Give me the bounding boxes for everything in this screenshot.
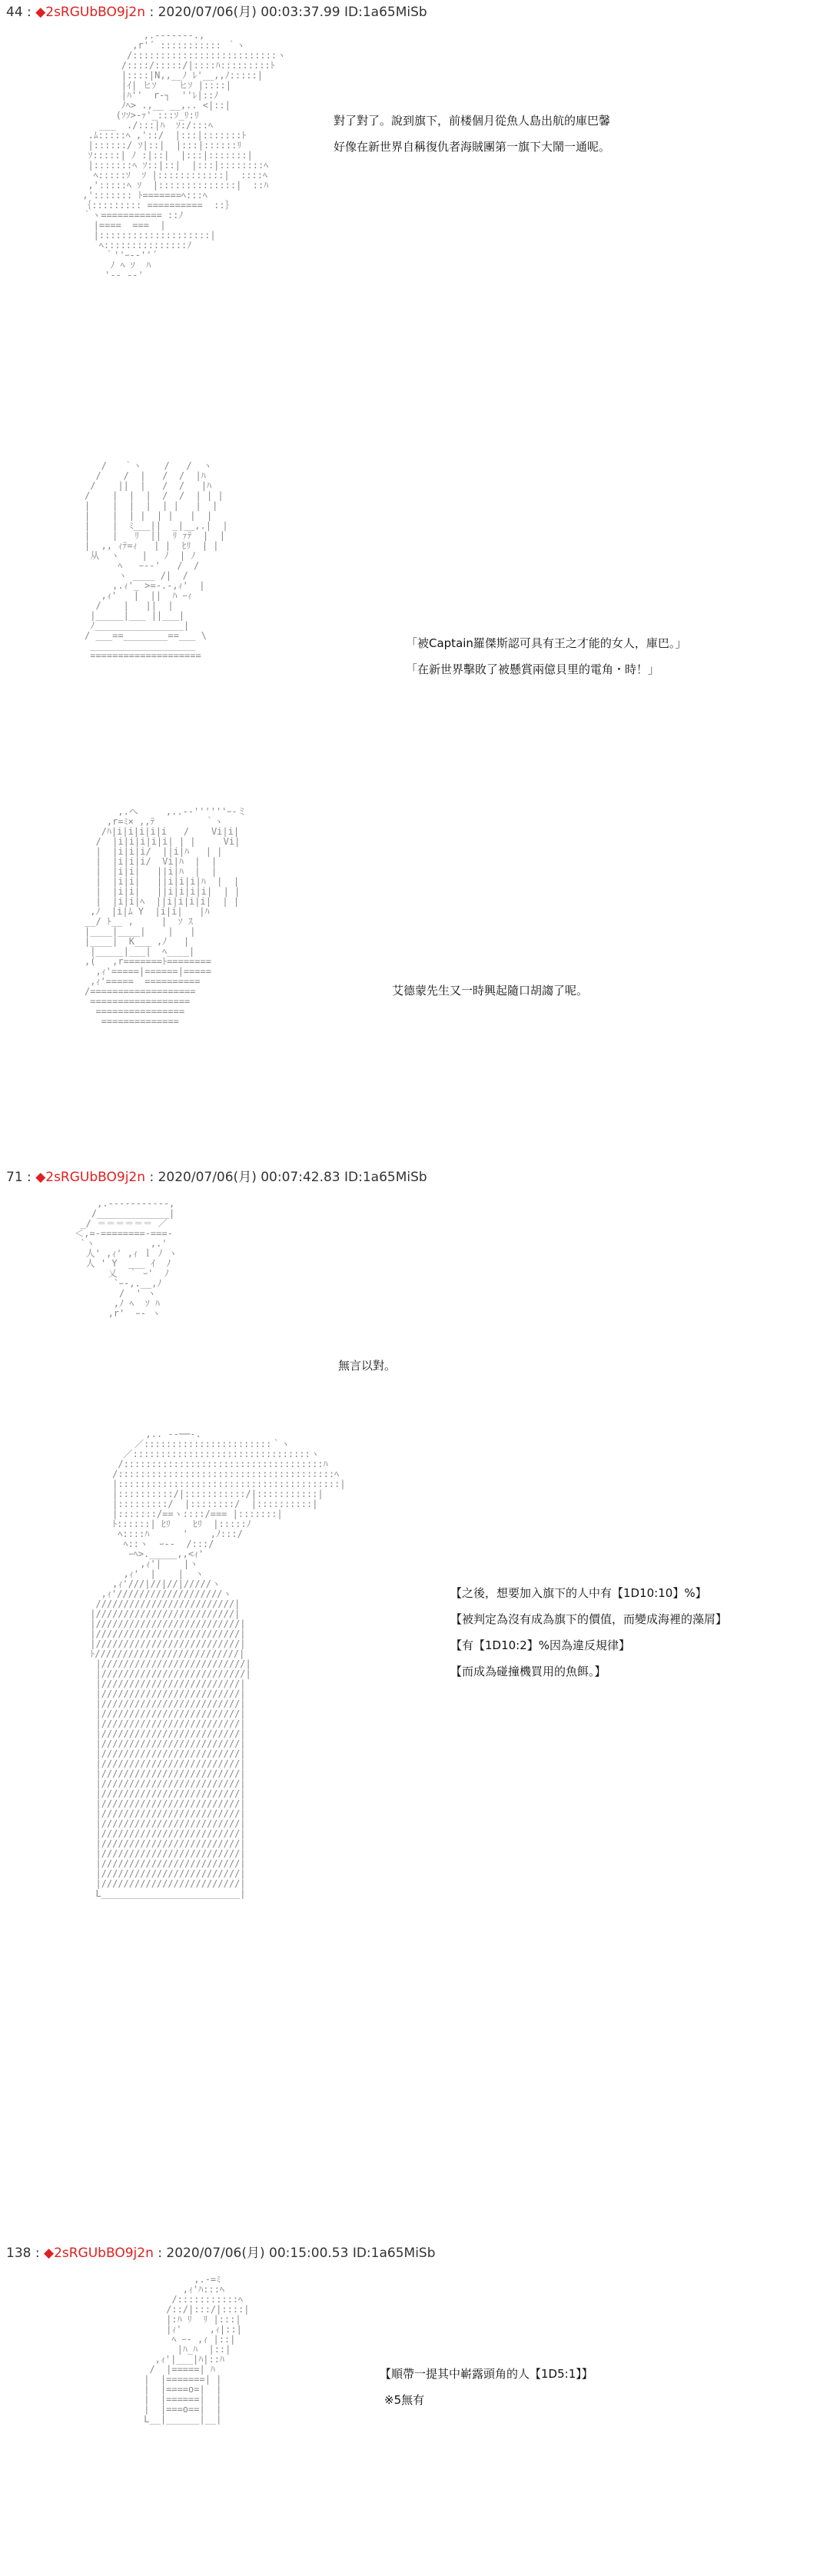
post-timestamp-id: 2020/07/06(月) 00:15:00.53 ID:1a65MiSb — [166, 2246, 436, 2261]
poster-tripcode[interactable]: ◆2sRGUbBO9j2n — [35, 1170, 146, 1185]
dialogue-line: 【有【1D10:2】%因為違反規律】 — [450, 1638, 631, 1652]
post-separator: : — [27, 1170, 32, 1185]
ascii-art-character: ,.へ ,..-‐''''''ｰ-ミ ,r=ﾐ× ,,ﾃ ｀ヽ /ﾊ|i|i|i|i|i / Vi|i| / |i|i|i|i|i| | | Vi| | |i|i|i/ ||i|ﾊ | | | |i|i|i/ Vi|ﾊ | | | |i|i| ||i|ﾊ | | | |i|i| ||i|i|i|ﾊ | | | |i|i| ||i|i|i|i| | | | |i|i|ﾍ ||i|i|i|i| | | ,ﾉ |i|ﾑ Y |i|i| |ﾊ __/ ﾄ__ , | ｿ ｽ |____|____| | | |____| K___ ,ﾉ | |_____|___| ﾍ____| ,( ,r=======ﾄ======== ,ｨ'=====|======|===== ,ｨ'===== ========== /=================== ================== ================ ============== — [85, 807, 247, 1027]
dialogue-line: 對了對了。說到旗下，前楼個月從魚人島出航的庫巴馨 — [334, 114, 611, 128]
dialogue-line: 【被判定為沒有成為旗下的價值，而變成海裡的藻屑】 — [450, 1612, 728, 1626]
dialogue-line: 無言以對。 — [338, 1359, 397, 1373]
post-header — [6, 1168, 427, 1187]
post-number: 138 — [6, 2246, 32, 2261]
dialogue-line: ※5無有 — [384, 2393, 425, 2407]
dialogue-line: 「被Captain羅傑斯認可具有王之才能的女人，庫巴。」 — [406, 636, 687, 650]
ascii-art-character: ,.-‐‐‐‐‐‐‐‐‐-, /_____________| _/ ＝＝＝＝＝＝ ／ ＜,=-========-===- `ヽ ,.' 人' ,ｨ' ,ｨ ｌ ﾉ ヽ 人 ' Y ___ ｲ ﾉ 乂 ｀ ｰ' ﾉ `ｰ-,.__,ﾉ / ' ヽ ,ﾉ ﾍ ｿ ﾊ ,r' ｰ- ヽ — [75, 1199, 178, 1319]
dialogue-line: 【之後，想要加入旗下的人中有【1D10:10】%】 — [450, 1586, 707, 1600]
poster-tripcode[interactable]: ◆2sRGUbBO9j2n — [35, 5, 146, 20]
post-separator: : — [158, 2246, 162, 2261]
post-separator: : — [149, 5, 154, 20]
ascii-art-character: / ｀ヽ / / ヽ / / | / / |ﾊ / || | / / |ﾊ / | | | / / | | | | | | | | | | | | | | | | | | | | | ﾐ___|| _|__,.| | | | ﾘ || ﾘ ｧﾃ | | | ,, ｨﾃ=ｨ | | ﾋﾘ | | 从 ヽ | ﾉ | ﾉ ﾍ ｰ-‐' / / ヽ ____ /| / ,.ｨ'_ >=-.-,ｨ' | ,ｨ' | || ﾊ ｰｨ / | || | |_____|___ ||___| ﾉ________________| / ___==________==___ \ ___________________ ==================== — [85, 461, 228, 661]
dialogue-block — [338, 1353, 396, 1379]
post-separator: : — [27, 5, 32, 20]
dialogue-line: 「在新世界擊敗了被懸賞兩億貝里的電角・時！」 — [406, 662, 660, 676]
post-number: 71 — [6, 1170, 23, 1185]
post-timestamp-id: 2020/07/06(月) 00:07:42.83 ID:1a65MiSb — [158, 1170, 427, 1185]
ascii-art-character: ,.. -‐──-. ／:::::::::::::::::::::::｀ヽ ／::::::::::::::::::::::::::::::::ヽ /::::::::::::::::::::::::::::::::::::ﾊ /:::::::::::::::::::::::::::::::::::::::ﾍ |::::::::::::::::::::::::::::::::::::::::| |::::::::::/|:::::::::::/|:::::::::::| |:::::::::/ |::::::::/ |::::::::::| |:::::::/==ヽ::::/=== |:::::::| ﾄ::::::| ﾋﾘ ﾋﾘ |:::::ﾉ ﾍ::::ﾊ ' ,ﾉ:::/ ﾍ::ヽ ｰ‐- /:::/ ｰﾍ>._____,,<ｨ' ,ｨ'| |ヽ ,ｨ' | | ヽ ,ｨ'///|//|//|/////ヽ ,ｨ'///////////////////ヽ /////////////////////////| |/////////////////////////| |//////////////////////////| |//////////////////////////| |//////////////////////////| ﾄ//////////////////////////| |//////////////////////////| |//////////////////////////| |/////////////////////////| |/////////////////////////| |/////////////////////////| |/////////////////////////| |/////////////////////////| |/////////////////////////| |/////////////////////////| |/////////////////////////| |/////////////////////////| |/////////////////////////| |/////////////////////////| |/////////////////////////| |/////////////////////////| |/////////////////////////| |/////////////////////////| |/////////////////////////| |/////////////////////////| |/////////////////////////| |/////////////////////////| |/////////////////////////| |/////////////////////////| L_________________________| — [90, 1429, 346, 1899]
dialogue-block — [334, 108, 610, 160]
ascii-art-character: ,.-=ﾐ ,ｨ'ﾊ:::ﾍ /:::::::::::ﾍ /::/|:::/|::::| |:ﾊ ﾘ ﾘ |:::| |ｨ' ,ｨ|::| ﾍ ｰ- ,ｨ |::| |ﾊ_ﾊ |::| ,ｨ'|___|ﾊ|::ﾊ / |=====| ﾊ | |=======| | | |====o=| | | |======| | | |===o==| | L__|______|__| — [144, 2275, 250, 2425]
dialogue-line: 好像在新世界自稱復仇者海賊團第一旗下大鬧一通呢。 — [334, 140, 611, 154]
post-header — [6, 3, 427, 22]
dialogue-line: 【順帶一提其中嶄露頭角的人【1D5:1】】 — [380, 2367, 593, 2381]
post-separator: : — [149, 1170, 154, 1185]
dialogue-block — [392, 978, 588, 1004]
ascii-art-character: ,.-‐‐‐‐‐-., ,r'´ ::::::::::: ｀ヽ /::::::::::::::::::::::::::ヽ /::::/:::::/|::::ﾊ:::::::::ﾄ |::::|N,,__ﾉ ﾚ'__,,ﾉ:::::| |ｲ| ヒｿ ヒｿ |::::| |ﾊ'' r‐┐ ''ﾚ|::ﾉ ﾉﾍ> .,__ __,.. <|::| (ｿｿ>-ｧ'_:::ｿ_ﾘ:ﾘ ___ ./:::|ﾊ ｿ:/:::ﾍ .ﾑ:::::ﾍ ,'::/ |:::|:::::::ﾄ |::::::/ ｿ|::| |:::|::::::ﾘ ｿ:::::| ﾉ :|::| |:::|:::::::| |:::::::ﾍ ｿ::|::| |:::|::::::::ﾍ ﾍ:::::ｿ ｿ |::::::::::::| ::::ﾍ ,':::::ﾍ ｿ |::::::::::::::| ::ﾊ ,'::::::: ﾄ=======ﾍ:::ﾍ ｛::::::::: ========== ::｝ ｀ヽ=========== ::ﾉ |==== === | |::::::::::::::::::::| ﾍ:::::::::::::::ﾉ ｀''ｰ-‐''´ ﾉ ﾍ ｿ ﾊ '-- --' — [82, 31, 287, 281]
dialogue-line: 艾德蒙先生又一時興起隨口胡謅了呢。 — [392, 984, 589, 998]
post-separator: : — [35, 2246, 40, 2261]
dialogue-block — [380, 2361, 593, 2413]
post-number: 44 — [6, 5, 23, 20]
dialogue-block — [406, 630, 686, 682]
dialogue-line: 【而成為碰撞機買用的魚餌。】 — [450, 1665, 606, 1678]
post-timestamp-id: 2020/07/06(月) 00:03:37.99 ID:1a65MiSb — [158, 5, 427, 20]
poster-tripcode[interactable]: ◆2sRGUbBO9j2n — [44, 2246, 154, 2261]
dialogue-block — [450, 1580, 727, 1685]
post-header — [6, 2244, 436, 2262]
